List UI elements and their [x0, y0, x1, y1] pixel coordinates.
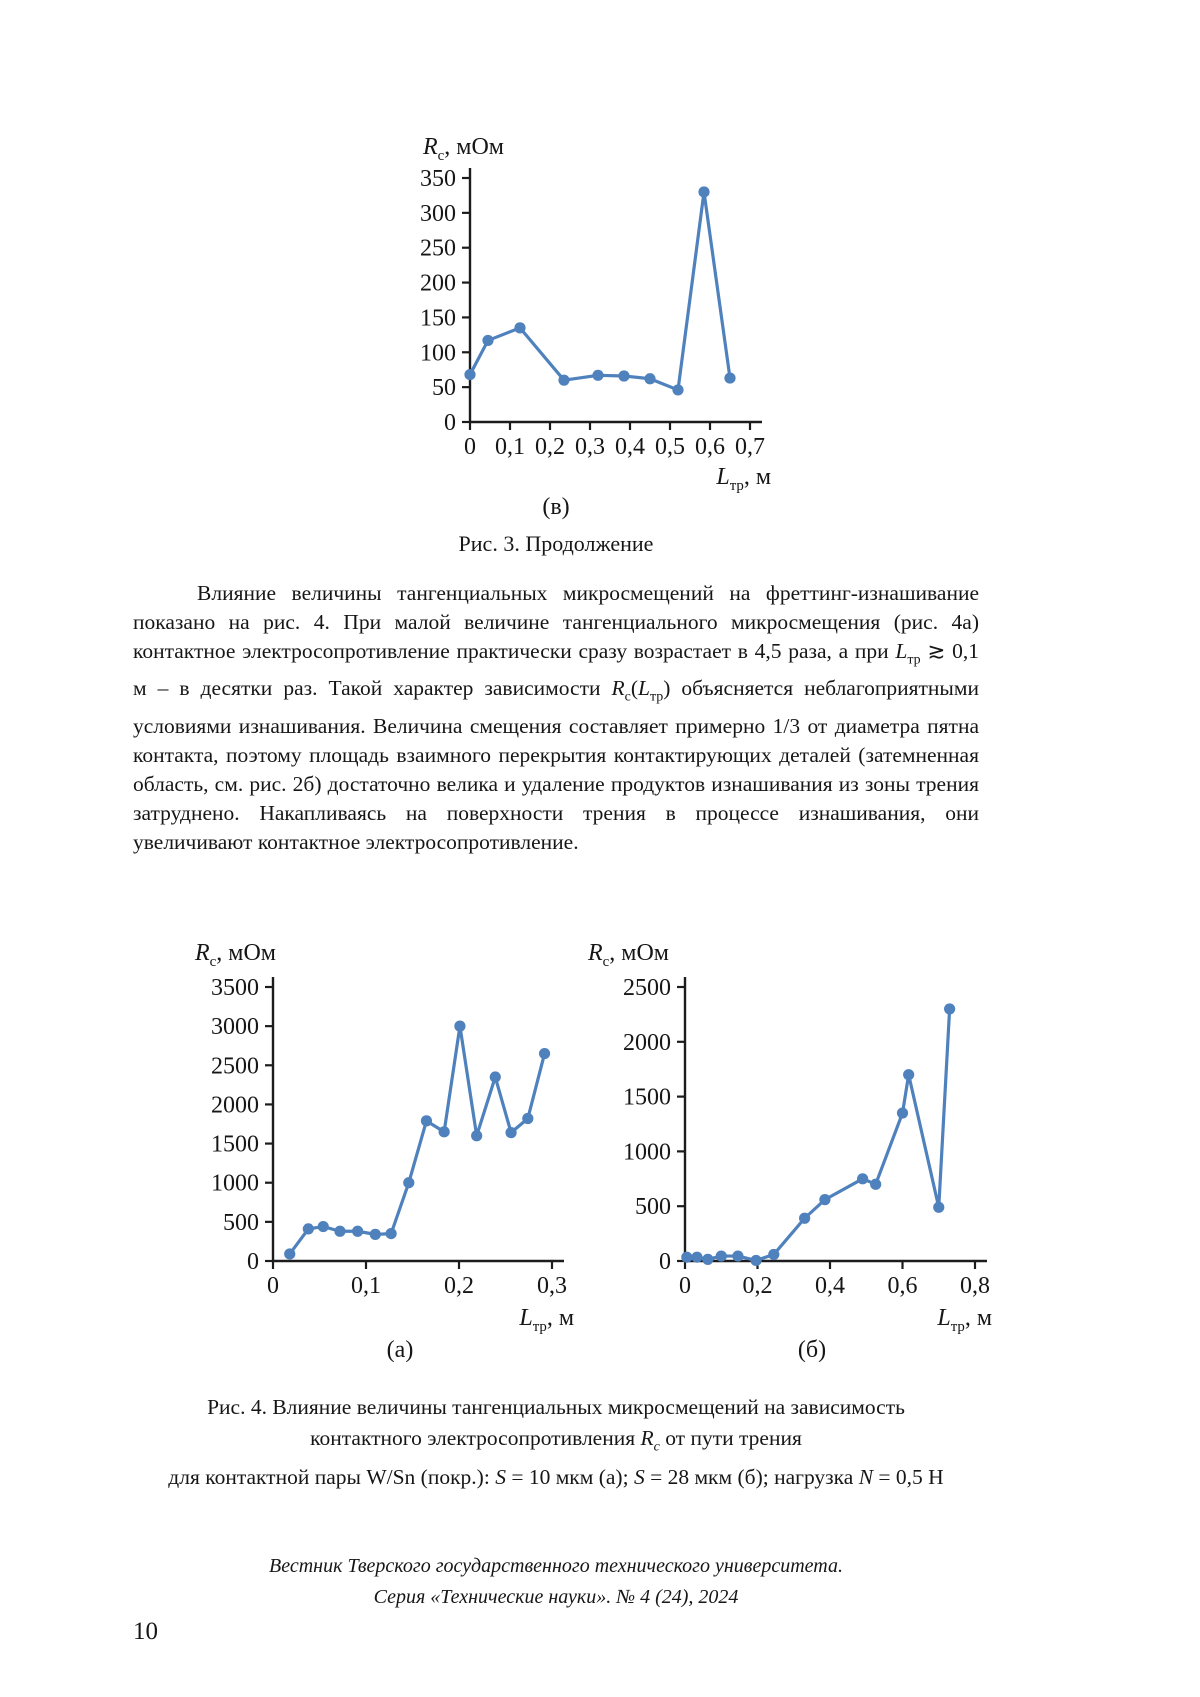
figure-4-caption-line2 [103, 1423, 1009, 1462]
data-point [933, 1202, 944, 1213]
data-point [724, 372, 735, 383]
text-segment: тр [649, 689, 664, 705]
data-point [691, 1252, 702, 1263]
data-point [471, 1130, 482, 1141]
chart-fig4-panel-a [150, 855, 580, 1365]
panel-label: (б) [797, 1337, 827, 1363]
y-tick-label: 2000 [623, 1029, 671, 1056]
data-point [944, 1003, 955, 1014]
data-point [644, 373, 655, 384]
x-tick-label: 0,5 [655, 434, 685, 460]
text-segment: = 0,5 Н [873, 1465, 944, 1490]
data-point [592, 370, 603, 381]
x-tick-label: 0 [464, 434, 476, 460]
text-segment: c [624, 689, 631, 705]
data-point [318, 1221, 329, 1232]
y-tick-label: 500 [223, 1209, 259, 1236]
journal-footer-line1: Вестник Тверского государственного технического университета. [269, 1555, 843, 1577]
text-segment: S [495, 1465, 506, 1490]
y-tick-label: 0 [444, 410, 456, 436]
figure-4-caption-line3 [103, 1462, 1009, 1493]
y-tick-label: 500 [635, 1194, 671, 1221]
data-point [732, 1250, 743, 1261]
x-tick-label: 0,3 [575, 434, 605, 460]
data-point [672, 384, 683, 395]
x-tick-label: 0,1 [495, 434, 525, 460]
x-tick-label: 0,4 [815, 1273, 845, 1299]
data-point [539, 1048, 550, 1059]
data-point [284, 1248, 295, 1259]
y-tick-label: 300 [420, 200, 456, 227]
chart-fig3-panel-v [375, 110, 775, 522]
data-point [702, 1254, 713, 1265]
data-point [870, 1179, 881, 1190]
text-segment: ≳ 0,1 м – в десятки раз. Такой характер зависимости [133, 639, 980, 701]
y-axis-title: $R_c$, мОм [588, 940, 669, 970]
data-point [303, 1223, 314, 1234]
x-tick-label: 0,2 [444, 1273, 474, 1299]
text-segment: L [895, 639, 908, 663]
panel-label: (в) [542, 494, 570, 520]
x-tick-label: 0,4 [615, 434, 645, 460]
data-point [490, 1071, 501, 1082]
y-tick-label: 2500 [623, 975, 671, 1001]
y-tick-label: 100 [420, 340, 456, 367]
y-tick-label: 1000 [211, 1170, 259, 1197]
data-point [618, 370, 629, 381]
data-point [421, 1115, 432, 1126]
data-point [558, 375, 569, 386]
text-segment: для контактной пары W/Sn (покр.): [168, 1465, 496, 1490]
data-point [750, 1255, 761, 1266]
text-segment: ( [630, 676, 638, 701]
y-tick-label: 2500 [211, 1053, 259, 1080]
journal-footer-line2: Серия «Технические науки». № 4 (24), 2024 [373, 1586, 739, 1608]
text-segment: тр [907, 652, 921, 668]
y-tick-label: 200 [420, 270, 456, 297]
data-point [681, 1252, 692, 1263]
data-point [482, 335, 493, 346]
y-tick-label: 0 [247, 1249, 259, 1275]
y-tick-label: 350 [420, 166, 456, 192]
x-tick-label: 0,3 [537, 1273, 567, 1299]
panel-label: (а) [386, 1337, 414, 1363]
body-paragraph [133, 579, 979, 857]
text-segment: S [633, 1465, 645, 1490]
text-segment: Влияние величины тангенциальных микросмещений на фреттинг-изнашивание показано на рис. 4. При малой величине тангенциального микросмещения (рис. 4а) контактное электросопротивление практически сразу возрастает в 4,5 раза, а при [133, 581, 979, 663]
data-point [370, 1229, 381, 1240]
y-tick-label: 0 [659, 1249, 671, 1275]
figure-4-caption [103, 1392, 1009, 1493]
text-segment: от пути трения [659, 1426, 802, 1450]
chart-fig4-panel-b [560, 855, 1005, 1365]
data-point [768, 1249, 779, 1260]
data-point [464, 369, 475, 380]
text-segment: = 10 мкм (а); [505, 1465, 634, 1490]
x-tick-label: 0,2 [535, 434, 565, 460]
text-segment: R [611, 676, 625, 701]
y-tick-label: 1500 [211, 1131, 259, 1158]
data-point [799, 1213, 810, 1224]
data-point [439, 1126, 450, 1137]
data-point [514, 322, 525, 333]
x-tick-label: 0 [679, 1273, 691, 1299]
x-tick-label: 0,1 [351, 1273, 381, 1299]
y-tick-label: 1000 [623, 1139, 671, 1166]
y-tick-label: 2000 [211, 1092, 259, 1119]
x-tick-label: 0,2 [742, 1273, 773, 1299]
data-point [352, 1226, 363, 1237]
text-segment: R [640, 1426, 654, 1450]
data-point [522, 1113, 533, 1124]
y-axis-title: $R_c$, мОм [423, 134, 504, 164]
data-point [386, 1228, 397, 1239]
x-axis-title: $L_{тр}$, м [716, 464, 771, 494]
x-tick-label: 0,6 [887, 1273, 918, 1299]
text-segment: контактного электросопротивления [310, 1426, 641, 1450]
y-tick-label: 3000 [211, 1014, 259, 1041]
data-point [334, 1226, 345, 1237]
y-tick-label: 3500 [211, 975, 259, 1001]
y-tick-label: 1500 [623, 1084, 671, 1111]
data-point [505, 1127, 516, 1138]
x-tick-label: 0,7 [735, 434, 765, 460]
text-segment: c [653, 1439, 660, 1455]
x-axis-title: $L_{тр}$, м [937, 1305, 992, 1335]
data-point [897, 1107, 908, 1118]
figure-4-caption-line1: Рис. 4. Влияние величины тангенциальных микросмещений на зависимость [207, 1395, 905, 1419]
x-tick-label: 0 [267, 1273, 279, 1299]
y-tick-label: 50 [432, 375, 456, 402]
page-number: 10 [133, 1618, 158, 1645]
journal-footer [133, 1551, 979, 1613]
text-segment: N [858, 1465, 874, 1490]
data-line [687, 1009, 950, 1261]
text-segment: = 28 мкм (б); нагрузка [644, 1465, 859, 1490]
data-point [903, 1069, 914, 1080]
data-point [857, 1173, 868, 1184]
x-tick-label: 0,8 [960, 1273, 990, 1299]
data-line [470, 192, 730, 390]
text-segment: L [637, 676, 650, 701]
text-segment: ) объясняется неблагоприятными условиями изнашивания. Величина смещения составляет примерно 1/3 от диаметра пятна контакта, поэтому площадь взаимного перекрытия контактирующих деталей (затемненная область, см. рис. 2б) достаточно велика и удаление продуктов изнашивания из зоны трения затруднено. Накапливаясь на поверхности трения в процессе изнашивания, они увеличивают контактное электросопротивление. [133, 676, 979, 854]
data-point [819, 1194, 830, 1205]
data-point [716, 1250, 727, 1261]
data-point [698, 186, 709, 197]
data-point [403, 1177, 414, 1188]
data-line [290, 1026, 545, 1254]
x-tick-label: 0,6 [695, 434, 725, 460]
figure-3-caption: Рис. 3. Продолжение [458, 531, 654, 556]
data-point [454, 1021, 465, 1032]
y-axis-title: $R_c$, мОм [195, 940, 276, 970]
y-tick-label: 250 [420, 235, 456, 262]
x-axis-title: $L_{тр}$, м [519, 1305, 574, 1335]
y-tick-label: 150 [420, 305, 456, 332]
